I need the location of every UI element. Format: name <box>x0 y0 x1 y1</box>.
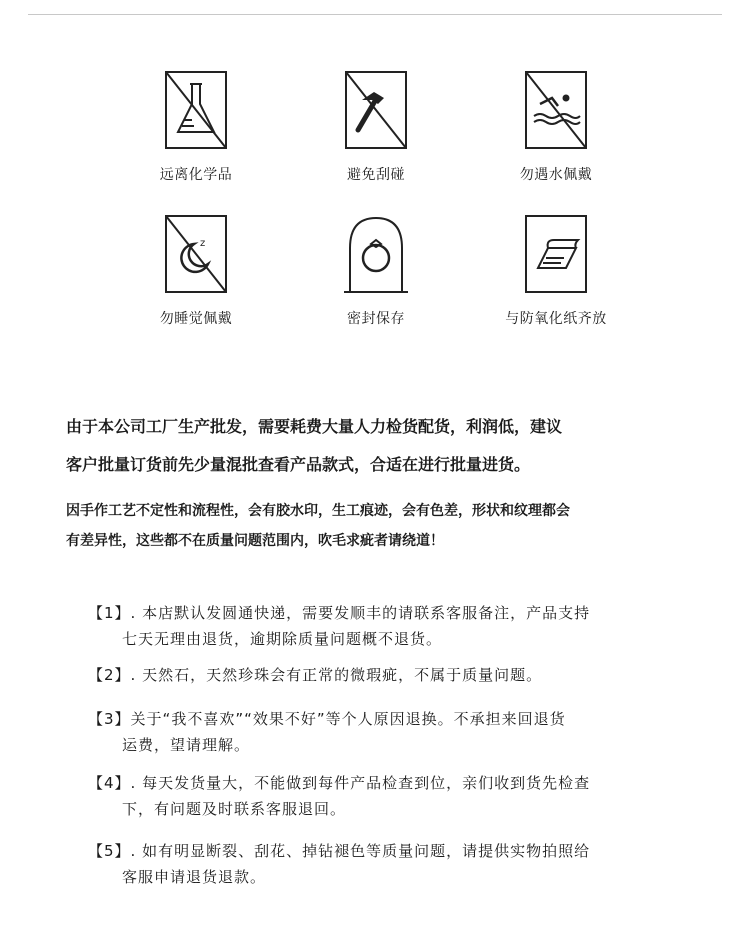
disclaimer-line: 有差异性，这些都不在质量问题范围内，吹毛求疵者请绕道！ <box>66 533 444 549</box>
policy-1 <box>88 600 698 652</box>
care-label: 密封保存 <box>347 311 405 327</box>
policy-4 <box>88 770 698 822</box>
notice-line: 客户批量订货前先少量混批查看产品款式，合适在进行批量进货。 <box>66 455 531 474</box>
flask-prohibited-icon <box>164 70 228 150</box>
disclaimer-line: 因手作工艺不定性和流程性，会有胶水印，生工痕迹，会有色差，形状和纹理都会 <box>66 503 570 519</box>
policy-line: 运费，望请理解。 <box>122 736 251 754</box>
policy-line: 【2】. 天然石，天然珍珠会有正常的微瑕疵，不属于质量问题。 <box>88 666 543 684</box>
wholesale-notice <box>66 416 706 476</box>
care-label: 与防氧化纸齐放 <box>505 311 607 327</box>
policy-2 <box>88 662 698 688</box>
care-item-chemicals <box>116 70 276 184</box>
sleep-prohibited-icon <box>164 214 228 294</box>
policy-3 <box>88 706 698 758</box>
policy-line: 客服申请退货退款。 <box>122 868 267 886</box>
care-label: 勿遇水佩戴 <box>519 167 593 183</box>
care-item-paper <box>476 214 636 328</box>
svg-text:z: z <box>200 238 206 249</box>
swim-prohibited-icon <box>524 70 588 150</box>
notice-line: 由于本公司工厂生产批发，需要耗费大量人力检货配货，利润低，建议 <box>66 417 563 436</box>
care-item-sealed <box>296 214 456 328</box>
policy-line: 【1】. 本店默认发圆通快递，需要发顺丰的请联系客服备注，产品支持 <box>88 604 591 622</box>
top-divider <box>28 14 722 15</box>
care-item-scratch <box>296 70 456 184</box>
policy-line: 下，有问题及时联系客服退回。 <box>122 800 347 818</box>
handmade-disclaimer <box>66 496 706 556</box>
policy-5 <box>88 838 698 890</box>
care-label: 勿睡觉佩戴 <box>159 311 233 327</box>
sealed-ring-icon <box>344 214 408 294</box>
policy-line: 七天无理由退货，逾期除质量问题概不退货。 <box>122 630 443 648</box>
hammer-prohibited-icon <box>344 70 408 150</box>
care-label: 避免刮碰 <box>347 167 405 183</box>
policy-line: 【5】. 如有明显断裂、刮花、掉钻褪色等质量问题，请提供实物拍照给 <box>88 842 591 860</box>
care-item-sleep <box>116 214 276 328</box>
care-label: 远离化学品 <box>159 167 233 183</box>
paper-roll-icon <box>524 214 588 294</box>
care-item-water <box>476 70 636 184</box>
policy-line: 【4】. 每天发货量大，不能做到每件产品检查到位，亲们收到货先检查 <box>88 774 591 792</box>
policy-line: 【3】关于“我不喜欢”“效果不好”等个人原因退换。不承担来回退货 <box>88 710 566 728</box>
